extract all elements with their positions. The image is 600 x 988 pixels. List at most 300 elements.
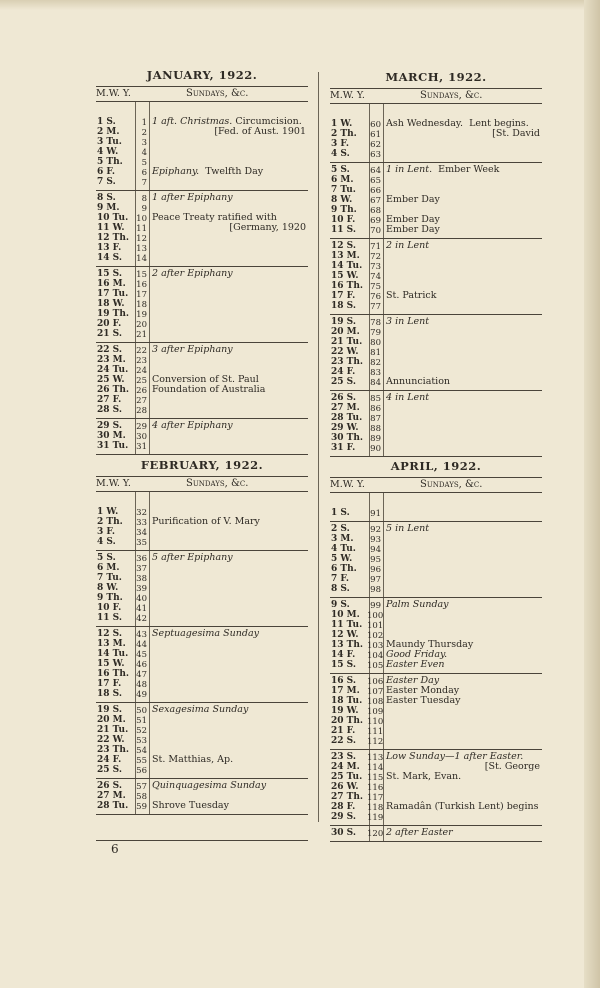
- day-table: [96, 102, 308, 454]
- page-number: 6: [111, 842, 119, 856]
- week-group: [96, 115, 308, 191]
- event-main: Easter Monday: [386, 685, 460, 696]
- day-label: 26 S.: [331, 393, 356, 403]
- day-of-year: 66: [370, 186, 381, 196]
- event-text: [386, 828, 453, 838]
- week-group: [96, 551, 308, 627]
- day-of-year: 100: [367, 611, 384, 621]
- event-text: [152, 345, 233, 355]
- day-of-year: 44: [136, 640, 147, 650]
- day-label: 9 M.: [97, 203, 120, 213]
- week-group: [96, 267, 308, 343]
- day-of-year: 50: [136, 706, 147, 716]
- day-of-year: 105: [367, 661, 384, 671]
- day-label: 19 S.: [331, 317, 356, 327]
- day-label: 31 Tu.: [97, 441, 129, 451]
- day-row: [96, 573, 308, 583]
- day-row: [96, 603, 308, 613]
- day-table: [330, 493, 542, 841]
- day-row: [96, 517, 308, 527]
- day-of-year: 119: [367, 813, 384, 823]
- event-extra: Circumcision.: [232, 116, 302, 127]
- day-row: [330, 812, 542, 822]
- week-group: [96, 419, 308, 454]
- day-label: 26 Th.: [97, 385, 130, 395]
- day-label: 6 M.: [97, 563, 120, 573]
- day-label: 19 Th.: [97, 309, 130, 319]
- day-of-year: 53: [136, 736, 147, 746]
- day-label: 26 W.: [331, 782, 359, 792]
- day-label: 8 W.: [97, 583, 119, 593]
- day-row: [330, 317, 542, 327]
- day-of-year: 70: [370, 226, 381, 236]
- day-of-year: 82: [370, 358, 381, 368]
- event-text: [152, 421, 233, 431]
- day-of-year: 34: [136, 528, 147, 538]
- day-row: [96, 405, 308, 415]
- event-continuation: [Fed. of Aust. 1901: [214, 126, 306, 137]
- day-of-year: 55: [136, 756, 147, 766]
- day-of-year: 21: [136, 330, 147, 340]
- day-label: 20 M.: [331, 327, 360, 337]
- event-main: St. Matthias, Ap.: [152, 754, 234, 765]
- day-of-year: 57: [136, 782, 147, 792]
- day-row: [96, 659, 308, 669]
- day-of-year: 26: [136, 386, 147, 396]
- day-label: 4 S.: [331, 149, 350, 159]
- day-label: 29 S.: [97, 421, 122, 431]
- day-of-year: 69: [370, 216, 381, 226]
- day-label: 15 S.: [97, 269, 122, 279]
- week-group: [330, 826, 542, 841]
- day-of-year: 106: [367, 677, 384, 687]
- day-row: [96, 243, 308, 253]
- day-row: [96, 233, 308, 243]
- event-continuation: [St. George: [484, 761, 540, 772]
- event-main: St. Mark, Evan.: [386, 771, 462, 782]
- day-of-year: 39: [136, 584, 147, 594]
- day-of-year: 91: [370, 509, 381, 519]
- day-row: [96, 563, 308, 573]
- day-of-year: 43: [136, 630, 147, 640]
- day-row: [96, 801, 308, 811]
- day-label: 13 Th.: [331, 640, 364, 650]
- day-of-year: 10: [136, 214, 147, 224]
- day-label: 2 M.: [97, 127, 120, 137]
- day-label: 12 Th.: [97, 233, 130, 243]
- day-of-year: 13: [136, 244, 147, 254]
- day-label: 22 S.: [331, 736, 356, 746]
- day-label: 1 S.: [331, 508, 350, 518]
- day-of-year: 63: [370, 150, 381, 160]
- event-main: Sexagesima Sunday: [152, 704, 249, 715]
- day-label: 1 W.: [97, 507, 119, 517]
- day-label: 6 Th.: [331, 564, 357, 574]
- day-label: 28 Tu.: [97, 801, 129, 811]
- day-row: [96, 431, 308, 441]
- day-label: 14 Tu.: [331, 261, 363, 271]
- day-label: 17 F.: [331, 291, 356, 301]
- day-row: [96, 755, 308, 765]
- day-label: 4 W.: [97, 147, 119, 157]
- event-main: Easter Even: [386, 659, 445, 670]
- day-of-year: 12: [136, 234, 147, 244]
- day-row: [330, 802, 542, 812]
- day-of-year: 114: [367, 763, 384, 773]
- month-title: APRIL, 1922.: [390, 459, 482, 473]
- day-label: 21 Tu.: [331, 337, 363, 347]
- day-row: [330, 241, 542, 251]
- day-row: [330, 129, 542, 139]
- day-label: 25 Tu.: [331, 772, 363, 782]
- day-of-year: 94: [370, 545, 381, 555]
- day-of-year: 107: [367, 687, 384, 697]
- event-text: [386, 195, 440, 205]
- day-row: [330, 139, 542, 149]
- day-label: 25 S.: [97, 765, 122, 775]
- day-of-year: 62: [370, 140, 381, 150]
- day-of-year: 84: [370, 378, 381, 388]
- event-text: [152, 801, 229, 811]
- day-of-year: 79: [370, 328, 381, 338]
- week-group: [96, 703, 308, 779]
- day-label: 24 M.: [331, 762, 360, 772]
- day-of-year: 88: [370, 424, 381, 434]
- day-row: [96, 319, 308, 329]
- day-label: 18 S.: [97, 689, 122, 699]
- day-label: 5 S.: [331, 165, 350, 175]
- day-row: [330, 225, 542, 235]
- event-extra: Lent begins.: [463, 118, 529, 129]
- day-of-year: 115: [367, 773, 384, 783]
- day-of-year: 117: [367, 793, 384, 803]
- day-of-year: 58: [136, 792, 147, 802]
- day-label: 23 S.: [331, 752, 356, 762]
- day-label: 3 F.: [97, 527, 116, 537]
- day-of-year: 77: [370, 302, 381, 312]
- column-header-sundays: Sundays, &c.: [420, 479, 483, 490]
- day-row: [96, 689, 308, 699]
- day-label: 9 Th.: [97, 593, 123, 603]
- day-row: [96, 537, 308, 547]
- event-text: [386, 165, 499, 175]
- event-text: [386, 317, 429, 327]
- week-group: [330, 522, 542, 598]
- event-main: 3 after Epiphany: [152, 344, 233, 355]
- day-row: [96, 177, 308, 187]
- day-of-year: 32: [136, 508, 147, 518]
- day-label: 8 W.: [331, 195, 353, 205]
- day-row: [330, 327, 542, 337]
- month-february: [96, 458, 308, 815]
- day-row: [330, 660, 542, 670]
- day-row: [96, 279, 308, 289]
- day-label: 30 Th.: [331, 433, 364, 443]
- day-label: 14 F.: [331, 650, 356, 660]
- day-label: 13 M.: [97, 639, 126, 649]
- day-row: [330, 165, 542, 175]
- month-bottom-rule: [330, 841, 542, 842]
- day-label: 18 W.: [97, 299, 125, 309]
- column-header: [330, 477, 542, 493]
- day-label: 27 Th.: [331, 792, 364, 802]
- event-main: 1 aft. Christmas.: [152, 116, 233, 127]
- event-main: Ash Wednesday.: [386, 118, 464, 129]
- day-of-year: 83: [370, 368, 381, 378]
- day-of-year: 87: [370, 414, 381, 424]
- event-continuation: [Germany, 1920: [229, 222, 306, 233]
- event-main: Palm Sunday: [386, 599, 449, 610]
- day-row: [330, 377, 542, 387]
- day-row: [96, 299, 308, 309]
- column-header-mwy: M.W. Y.: [330, 90, 365, 101]
- day-label: 4 Tu.: [331, 544, 356, 554]
- day-row: [330, 564, 542, 574]
- day-of-year: 30: [136, 432, 147, 442]
- page-top-edge: [0, 0, 600, 10]
- event-text: [152, 167, 263, 177]
- day-row: [96, 441, 308, 451]
- day-label: 18 Tu.: [331, 696, 363, 706]
- event-text: [386, 225, 440, 235]
- month-march: [330, 70, 542, 457]
- event-text: [386, 524, 429, 534]
- day-table: [96, 492, 308, 814]
- column-header-mwy: M.W. Y.: [330, 479, 365, 490]
- day-label: 21 S.: [97, 329, 122, 339]
- day-of-year: 15: [136, 270, 147, 280]
- day-row: [330, 443, 542, 453]
- day-label: 24 Tu.: [97, 365, 129, 375]
- event-main: 2 in Lent: [386, 240, 430, 251]
- day-label: 30 S.: [331, 828, 356, 838]
- day-row: [96, 289, 308, 299]
- day-of-year: 36: [136, 554, 147, 564]
- day-of-year: 11: [136, 224, 147, 234]
- month-title: MARCH, 1922.: [385, 70, 487, 84]
- day-label: 7 Tu.: [97, 573, 122, 583]
- day-of-year: 68: [370, 206, 381, 216]
- day-of-year: 101: [367, 621, 384, 631]
- day-label: 19 S.: [97, 705, 122, 715]
- day-label: 5 W.: [331, 554, 353, 564]
- day-of-year: 47: [136, 670, 147, 680]
- day-label: 30 M.: [97, 431, 126, 441]
- day-of-year: 22: [136, 346, 147, 356]
- week-group: [330, 239, 542, 315]
- day-row: [96, 269, 308, 279]
- day-label: 9 Th.: [331, 205, 357, 215]
- column-header: [96, 476, 308, 492]
- month-bottom-rule: [96, 814, 308, 815]
- day-row: [96, 345, 308, 355]
- event-main: 1 after Epiphany: [152, 192, 233, 203]
- event-main: 5 after Epiphany: [152, 552, 233, 563]
- day-row: [96, 137, 308, 147]
- day-label: 25 S.: [331, 377, 356, 387]
- day-of-year: 113: [367, 753, 384, 763]
- day-label: 10 F.: [331, 215, 356, 225]
- day-of-year: 76: [370, 292, 381, 302]
- day-label: 18 S.: [331, 301, 356, 311]
- day-of-year: 71: [370, 242, 381, 252]
- day-row: [96, 527, 308, 537]
- event-main: Foundation of Australia: [152, 384, 266, 395]
- day-label: 4 S.: [97, 537, 116, 547]
- day-row: [330, 413, 542, 423]
- day-of-year: 33: [136, 518, 147, 528]
- column-header-sundays: Sundays, &c.: [420, 90, 483, 101]
- day-label: 22 S.: [97, 345, 122, 355]
- day-of-year: 61: [370, 130, 381, 140]
- day-row: [330, 403, 542, 413]
- day-of-year: 65: [370, 176, 381, 186]
- day-row: [330, 736, 542, 746]
- day-of-year: 104: [367, 651, 384, 661]
- column-header: [96, 86, 308, 102]
- week-group: [330, 163, 542, 239]
- day-label: 11 W.: [97, 223, 125, 233]
- week-group: [330, 506, 542, 522]
- day-of-year: 99: [370, 601, 381, 611]
- day-of-year: 78: [370, 318, 381, 328]
- week-group: [96, 191, 308, 267]
- day-row: [330, 610, 542, 620]
- day-label: 12 S.: [331, 241, 356, 251]
- event-main: 5 in Lent: [386, 523, 430, 534]
- day-of-year: 42: [136, 614, 147, 624]
- day-of-year: 1: [141, 118, 147, 128]
- day-row: [330, 195, 542, 205]
- day-of-year: 95: [370, 555, 381, 565]
- day-row: [330, 828, 542, 838]
- day-of-year: 97: [370, 575, 381, 585]
- event-main: 2 after Easter: [386, 827, 453, 838]
- day-row: [330, 251, 542, 261]
- day-of-year: 24: [136, 366, 147, 376]
- day-row: [96, 127, 308, 137]
- day-label: 23 Th.: [97, 745, 130, 755]
- day-of-year: 74: [370, 272, 381, 282]
- event-text: [152, 781, 266, 791]
- day-of-year: 90: [370, 444, 381, 454]
- day-row: [96, 421, 308, 431]
- day-label: 29 S.: [331, 812, 356, 822]
- event-main: Ember Day: [386, 194, 440, 205]
- day-label: 15 W.: [331, 271, 359, 281]
- day-label: 6 F.: [97, 167, 116, 177]
- day-row: [96, 593, 308, 603]
- day-label: 16 S.: [331, 676, 356, 686]
- day-row: [330, 291, 542, 301]
- event-text: [386, 600, 449, 610]
- day-of-year: 38: [136, 574, 147, 584]
- day-of-year: 20: [136, 320, 147, 330]
- event-main: St. Patrick: [386, 290, 437, 301]
- day-row: [330, 261, 542, 271]
- event-text: [386, 772, 461, 782]
- day-row: [330, 175, 542, 185]
- day-label: 28 S.: [97, 405, 122, 415]
- day-label: 23 M.: [97, 355, 126, 365]
- day-label: 27 M.: [331, 403, 360, 413]
- day-of-year: 5: [141, 158, 147, 168]
- day-label: 16 Th.: [97, 669, 130, 679]
- day-label: 3 M.: [331, 534, 354, 544]
- day-of-year: 37: [136, 564, 147, 574]
- day-label: 10 F.: [97, 603, 122, 613]
- day-of-year: 17: [136, 290, 147, 300]
- day-of-year: 2: [141, 128, 147, 138]
- day-row: [96, 765, 308, 775]
- column-header-mwy: M.W. Y.: [96, 88, 131, 99]
- day-of-year: 18: [136, 300, 147, 310]
- event-text: [152, 755, 233, 765]
- day-of-year: 73: [370, 262, 381, 272]
- week-group: [96, 505, 308, 551]
- day-label: 5 Th.: [97, 157, 123, 167]
- day-label: 11 S.: [97, 613, 122, 623]
- day-of-year: 89: [370, 434, 381, 444]
- day-row: [96, 649, 308, 659]
- day-of-year: 40: [136, 594, 147, 604]
- day-label: 6 M.: [331, 175, 354, 185]
- day-of-year: 108: [367, 697, 384, 707]
- day-row: [96, 309, 308, 319]
- day-row: [96, 629, 308, 639]
- day-label: 27 M.: [97, 791, 126, 801]
- day-of-year: 110: [367, 717, 384, 727]
- day-row: [96, 705, 308, 715]
- day-label: 3 Tu.: [97, 137, 122, 147]
- day-label: 11 Tu.: [331, 620, 363, 630]
- day-row: [330, 393, 542, 403]
- event-extra: Twelfth Day: [199, 166, 264, 177]
- day-label: 15 S.: [331, 660, 356, 670]
- day-row: [330, 357, 542, 367]
- event-main: 4 in Lent: [386, 392, 430, 403]
- column-header-sundays: Sundays, &c.: [186, 88, 249, 99]
- event-text: [152, 629, 259, 639]
- day-label: 20 M.: [97, 715, 126, 725]
- day-of-year: 19: [136, 310, 147, 320]
- day-label: 17 Tu.: [97, 289, 129, 299]
- day-label: 14 S.: [97, 253, 122, 263]
- event-text: [386, 241, 429, 251]
- day-row: [330, 706, 542, 716]
- day-row: [330, 337, 542, 347]
- day-label: 24 F.: [331, 367, 356, 377]
- week-group: [96, 627, 308, 703]
- day-of-year: 29: [136, 422, 147, 432]
- event-text: [152, 553, 233, 563]
- event-main: Purification of V. Mary: [152, 516, 260, 527]
- day-row: [96, 781, 308, 791]
- day-row: [96, 385, 308, 395]
- week-group: [330, 117, 542, 163]
- day-label: 20 F.: [97, 319, 122, 329]
- day-of-year: 75: [370, 282, 381, 292]
- day-row: [96, 253, 308, 263]
- month-april: [330, 459, 542, 842]
- day-label: 25 W.: [97, 375, 125, 385]
- day-row: [96, 147, 308, 157]
- day-label: 2 Th.: [331, 129, 357, 139]
- event-continuation: [St. David: [492, 128, 540, 139]
- day-of-year: 96: [370, 565, 381, 575]
- day-label: 13 M.: [331, 251, 360, 261]
- event-main: Easter Day: [386, 675, 440, 686]
